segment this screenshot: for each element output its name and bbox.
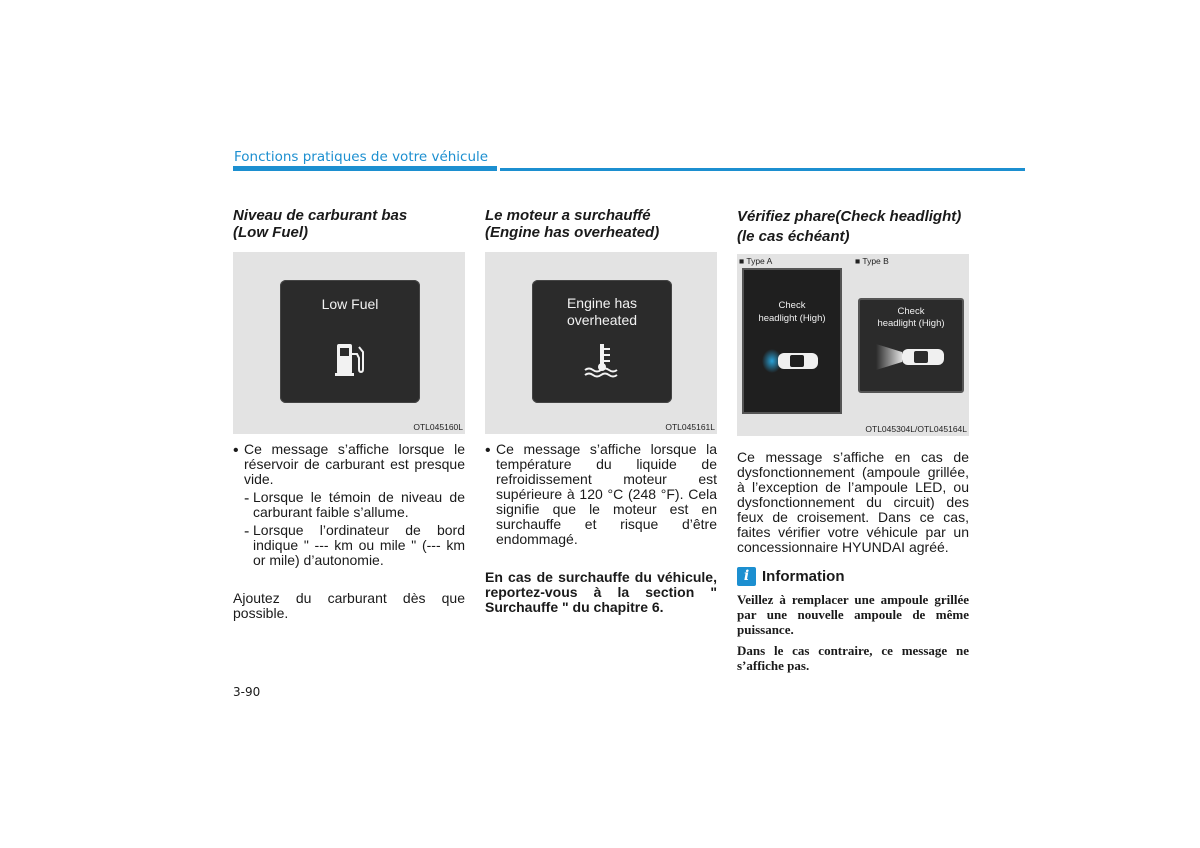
sub-text: Lorsque l’ordinateur de bord indique " --- km ou mile " (--- km or mile) d’autonomie. (253, 522, 465, 568)
bullet-mark: • (485, 442, 491, 459)
figure-code: OTL045160L (413, 422, 463, 432)
section-title-line2: (Low Fuel) (233, 224, 308, 241)
low-fuel-figure (233, 252, 465, 434)
type-a-text-line1: Check (778, 300, 806, 311)
paragraph: Ce message s’affiche en cas de dysfonctionnement (ampoule grillée, à l’exception de l’ampoule LED, ou dysfonctionnement du circuit) des feux de croisement. Dans ce cas, faites vérifier votre véhicule par un concessionnaire HYUNDAI agréé. (737, 449, 969, 555)
type-b-text-line2: headlight (High) (877, 318, 945, 329)
sub-text: Lorsque le témoin de niveau de carburant faible s’allume. (253, 489, 465, 520)
page-number: 3-90 (233, 685, 261, 699)
type-b-display (858, 298, 964, 393)
header-rule (500, 168, 1025, 171)
header-bar-accent (233, 166, 497, 171)
bullet-item (485, 442, 717, 547)
section-title-line1: Niveau de carburant bas (233, 207, 408, 224)
section-title-line2: (le cas échéant) (737, 228, 850, 245)
type-a-display (742, 268, 842, 414)
type-a-text-line2: headlight (High) (758, 313, 826, 324)
section-title (737, 207, 969, 247)
sub-item (244, 523, 465, 568)
section-title (485, 207, 717, 241)
figure-code: OTL045304L/OTL045164L (865, 424, 967, 434)
type-b-label: ■ Type B (855, 256, 889, 266)
overheat-figure (485, 252, 717, 434)
section-check-headlight (737, 207, 969, 673)
dash-mark: - (244, 523, 250, 540)
figure-code: OTL045161L (665, 422, 715, 432)
bullet-mark: • (233, 442, 239, 459)
coolant-temperature-icon (582, 342, 622, 378)
info-text: Dans le cas contraire, ce message ne s’affiche pas. (737, 643, 969, 673)
info-icon: i (737, 567, 756, 586)
section-title-line1: Le moteur a surchauffé (485, 207, 651, 224)
car-headlight-icon (762, 346, 824, 376)
bullet-item (233, 442, 465, 487)
section-title-line1: Vérifiez phare(Check headlight) (737, 208, 962, 225)
bullet-text: Ce message s’affiche lorsque le réservoir de carburant est presque vide. (244, 441, 465, 487)
bullet-text: Ce message s’affiche lorsque la température du liquide de refroidissement moteur est supérieure à 120 °C (248 °F). Cela signifie que le moteur est en surchauffe et risque d’être endommagé. (496, 441, 717, 547)
screen-message: Low Fuel (321, 296, 379, 312)
info-title: Information (762, 568, 845, 585)
sub-item (244, 490, 465, 520)
header-title: Fonctions pratiques de votre véhicule (234, 149, 489, 165)
headlight-figure (737, 254, 969, 436)
car-headlight-icon (874, 342, 952, 372)
info-text: Veillez à remplacer une ampoule grillée par une nouvelle ampoule de même puissance. (737, 592, 969, 637)
type-b-text-line1: Check (897, 306, 925, 317)
fuel-pump-icon (334, 342, 366, 378)
screen-message-line1: Engine has (566, 295, 638, 311)
type-a-label: ■ Type A (739, 256, 773, 266)
section-title-line2: (Engine has overheated) (485, 224, 660, 241)
bold-paragraph: En cas de surchauffe du véhicule, reportez-vous à la section " Surchauffe " du chapitre 6. (485, 569, 717, 615)
screen-message-line2: overheated (566, 312, 638, 328)
section-title (233, 207, 465, 241)
info-heading (737, 567, 969, 586)
cluster-display (532, 280, 672, 403)
paragraph: Ajoutez du carburant dès que possible. (233, 590, 465, 621)
section-engine-overheated (485, 207, 717, 615)
dash-mark: - (244, 490, 250, 507)
section-low-fuel (233, 207, 465, 621)
cluster-display (280, 280, 420, 403)
